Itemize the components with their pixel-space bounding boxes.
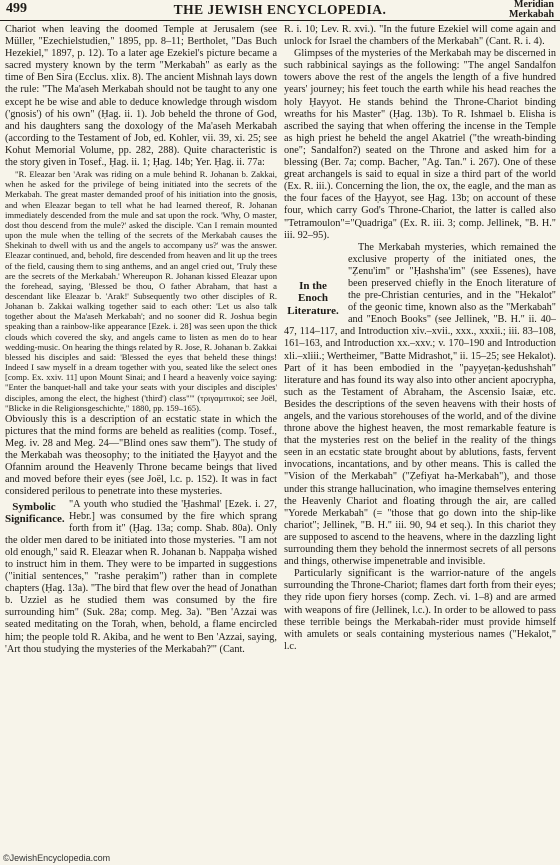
paragraph: Particularly significant is the warrior-nature of the angels surrounding the Throne-Chariot; flames dart forth from their eyes; they ride upon fiery horses (comp. Zech. vi. 1–8) and are armed with weapons of fire (Jellinek, l.c.). In order to be allowed to pass these terrible beings the Merkabah-rider must provide himself with amulets or seals containing mysterious names ("Hekalot," l.c. <box>284 568 556 652</box>
paragraph: Obviously this is a description of an ecstatic state in which the pictures that the mind forms are beheld as realities (comp. Tosef., Meg. iv. 28 and Meg. 24—"Blind ones saw them"). The study of the Merkabah was theosophy; to the initiated the Ḥayyot and the Ofannim around the Heavenly Throne became beings that lived and moved before their eyes (see Joël, l.c. p. 152). It was in fact considered perilous to penetrate into these mysteries. <box>5 413 277 498</box>
paragraph: Chariot when leaving the doomed Temple at Jerusalem (see Müller, "Ezechielstudien," 1895, pp. 8–11; Bertholet, "Das Buch Hezekiel," 1897, p. 12). To a later age Ezekiel's picture became a sacred mystery known by the term "Merkabah" as early as the time of Ben Sira (Ecclus. xlix. 8). The ancient Mishnah lays down the rule: "The Ma'aseh Merkabah should not be taught to any one except he be wise and able to deduce knowledge through wisdom ('gnosis') of his own" (Ḥag. ii. 1). Job beheld the throne of God, and his daughters sang the doxology of the Ma'aseh Merkabah (according to the Testament of Job, ed. Kohler, vii. 39, xi. 25; see Kohut Memorial Volume, pp. 282, 288). Quite characteristic is the story given in Tosef., Ḥag. ii. 1; Ḥag. 14b; Yer. Ḥag. ii. 77a: <box>5 24 277 169</box>
page-header <box>0 0 560 21</box>
page-number: 499 <box>6 1 27 16</box>
page-title: THE JEWISH ENCYCLOPEDIA. <box>173 2 387 17</box>
quotation-block: "R. Eleazar ben 'Arak was riding on a mule behind R. Johanan b. Zakkai, when he asked for the privilege of being initiated into the secrets of the Merkabah. The great master demanded proof of his initiation into the gnosis, and when Eleazar began to tell what he had learned thereof, R. Johanan immediately descended from the mule and sat upon the rock. 'Why, O master, dost thou descend from the mule?' asked the disciple. 'Can I remain mounted upon the mule when the telling of the secrets of the Merkabah causes the Shekinah to dwell with us and the angels to accompany us?' was the answer. Eleazar continued, and, behold, fire descended from heaven and lit up the trees of the field, causing them to sing anthems, and an angel cried out, 'Truly these are the secrets of the Merkabah.' Whereupon R. Johanan kissed Eleazar upon the forehead, saying, 'Blessed be thou, O father Abraham, that hast a descendant like Eleazar b. 'Arak!' Subsequently two other disciples of R. Johanan b. Zakkai walking together said to each other: 'Let us also talk together about the Ma'aseh Merkabah'; and no sooner did R. Joshua begin speaking than a rainbow-like appearance [Ezek. i. 28] was seen upon the thick clouds which covered the sky, and angels came to listen as men do to hear wedding-music. On hearing the things related by R. Jose, R. Johanan b. Zakkai blessed his disciples and said: 'Blessed the eyes that beheld these things! Indeed I saw myself in a dream together with you, seated like the select ones [comp. Ex. xxiv. 11] upon Mount Sinai; and I heard a heavenly voice saying: "Enter the banquet-hall and take your seats with your disciples and disciples' disciples, among the elect, the highest ('third') class"'" (τριγαμιτικοί; see Joël, "Blicke in die Religionsgeschichte," 1880, pp. 159–165). <box>5 169 277 413</box>
paragraph: "A youth who studied the 'Ḥashmal' [Ezek. i. 27, Hebr.] was consumed by the fire which sprang forth from it" (Ḥag. 13a; comp. Shab. 80a). Only the older men dared to be initiated into those mysteries. "I am not old enough," said R. Eleazar when R. Johanan b. Nappaḥa wished to instruct him in them. They were to be imparted in suggestions ("initial sentences," "rashe peraḳim") rather than in complete chapters (Ḥag. 13a). "The bird that flew over the head of Jonathan b. Uzziel as he studied them was consumed by the fire surrounding him" (Suk. 28a; comp. Meg. 3a). "Ben 'Azzai was seated meditating on the Torah, when, behold, a flame encircled him; the people told R. Akiba, and he went to Ben 'Azzai, saying, 'Art thou studying the mysteries of the Merkabah?'" (Cant. <box>5 498 277 655</box>
running-head-line2: Merkabah <box>509 9 554 20</box>
paragraph: Glimpses of the mysteries of the Merkabah may be discerned in such rabbinical sayings as the following: "The angel Sandalfon towers above the rest of the angels the length of a five hundred years' journey; his feet touch the earth while his head reaches the holy Ḥayyot. He stands behind the Throne-Chariot binding wreaths for his Master" (Ḥag. 13b). To R. Ishmael b. Elisha is ascribed the saying that when offering the incense in the Temple as high priest he beheld the angel Akatriel ("the wreath-binding one"; Sandalfon?) seated on the Throne and asked him for a blessing (Ber. 7a; comp. Bacher, "Ag. Tan." i. 267). One of these great archangels is said to equal in size a third part of the world (Ex. R. iii.). Concerning the lion, the ox, the eagle, and the man as the four faces of the Ḥayyot, see Ḥag. 13b; on account of these four, which carry God's Throne-Chariot, the latter is called also "Tetramoulon"="Quadriga" (Ex. R. iii. 3; comp. Jellinek, "B. H." iii. 92–95). <box>284 48 556 241</box>
footer-credit: ©JewishEncyclopedia.com <box>3 853 111 863</box>
side-heading-symbolic: Symbolic Significance. <box>5 500 65 526</box>
paragraph: R. i. 10; Lev. R. xvi.). "In the future Ezekiel will come again and unlock for Israel the chambers of the Merkabah" (Cant. R. i. 4). <box>284 24 556 48</box>
running-head-line1: Meridian <box>514 0 554 10</box>
left-column <box>5 24 277 848</box>
running-head <box>509 0 554 20</box>
side-heading-enoch: In the Enoch Literature. <box>287 279 339 317</box>
right-column <box>284 24 556 848</box>
paragraph: The Merkabah mysteries, which remained the exclusive property of the initiated ones, the "Ẓenu'im" or "Ḥashsha'im" (see Essenes), have been preserved chiefly in the Enoch literature of the pre-Christian centuries, and in the "Hekalot" of the geonic time, known also as the "Merkabah" and "Enoch Books" (see Jellinek, "B. H." ii. 40–47, 114–117, and Introduction xiv.–xvii., xxx., xxxii.; iii. 83–108, 161–163, and Introduction xx.–xxv.; v. 170–190 and Introduction xli.–xliii.; Wertheimer, "Batte Midrashot," ii. 15–25; see Hekalot). Part of it has been embodied in the "payyeṭan-ḳedushshah" literature and has found its way also into other ancient apocrypha, such as the Testament of Abraham, the Ascensio Isaiæ, etc. Besides the descriptions of the seven heavens with their hosts of angels, and the various storehouses of the world, and of the divine throne above the highest heaven, the most remarkable feature is that the mysteries rest on the belief in the reality of the things seen in an ecstatic state brought about by ablutions, fasts, fervent invocations, incantations, and by other means. This is called the "Vision of the Merkabah" ("Ẓefiyat ha-Merkabah"), and those under this strange hallucination, who imagine themselves entering the Heavenly Chariot and floating through the air, are called "Yorede Merkabah" (= "those that go down into the ship-like chariot"; Jellinek, "B. H." iii. 90, 94 et seq.). In this chariot they are supposed to ascend to the heavens, where in the dazzling light surrounding them they behold the innermost secrets of all persons and things, otherwise impenetrable and invisible. <box>284 241 556 568</box>
